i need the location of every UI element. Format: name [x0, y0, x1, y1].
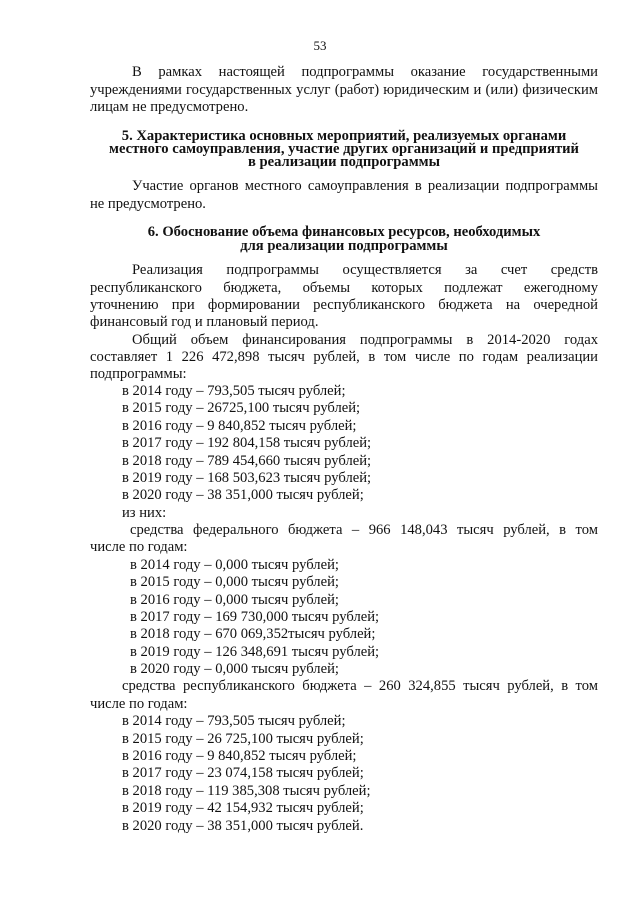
federal-year-line: в 2020 году – 0,000 тысяч рублей;: [130, 661, 339, 677]
total-year-line: в 2018 году – 789 454,660 тысяч рублей;: [122, 453, 372, 469]
republic-year-line: в 2015 году – 26 725,100 тысяч рублей;: [122, 731, 364, 747]
federal-year-line: в 2018 году – 670 069,352тысяч рублей;: [130, 626, 376, 642]
section6-p1-line-2: республиканского бюджета, объемы которых подлежат ежегодному: [90, 280, 598, 296]
total-year-line: в 2016 году – 9 840,852 тысяч рублей;: [122, 418, 357, 434]
section6-title-line-1: 6. Обоснование объема финансовых ресурсов, необходимых: [147, 224, 541, 240]
section6-p2-line-1: Общий объем финансирования подпрограммы в 2014-2020 годах: [132, 332, 598, 348]
intro-line-3: лицам не предусмотрено.: [90, 99, 249, 115]
republic-line-2: числе по годам:: [90, 696, 188, 712]
federal-line-2: числе по годам:: [90, 539, 188, 555]
total-year-line: в 2020 году – 38 351,000 тысяч рублей;: [122, 487, 364, 503]
section5-title-line-1: 5. Характеристика основных мероприятий, реализуемых органами: [121, 128, 567, 144]
total-year-line: в 2014 году – 793,505 тысяч рублей;: [122, 383, 346, 399]
intro-line-2: учреждениями государственных услуг (работ) юридическим и (или) физическим: [90, 82, 598, 98]
section5-text-line-1: Участие органов местного самоуправления в реализации подпрограммы: [132, 178, 598, 194]
total-year-line: в 2015 году – 26725,100 тысяч рублей;: [122, 400, 361, 416]
section6-p2-line-3: подпрограммы:: [90, 366, 187, 382]
republic-year-line: в 2017 году – 23 074,158 тысяч рублей;: [122, 765, 364, 781]
federal-year-line: в 2017 году – 169 730,000 тысяч рублей;: [130, 609, 380, 625]
section5-title-line-3: в реализации подпрограммы: [248, 154, 440, 170]
federal-line-1: средства федерального бюджета – 966 148,043 тысяч рублей, в том: [130, 522, 598, 538]
federal-year-line: в 2014 году – 0,000 тысяч рублей;: [130, 557, 339, 573]
federal-year-line: в 2016 году – 0,000 тысяч рублей;: [130, 592, 339, 608]
federal-year-line: в 2019 году – 126 348,691 тысяч рублей;: [130, 644, 380, 660]
section6-p1-line-1: Реализация подпрограммы осуществляется за счет средств: [132, 262, 598, 278]
section6-title-line-2: для реализации подпрограммы: [240, 238, 448, 254]
republic-year-line: в 2014 году – 793,505 тысяч рублей;: [122, 713, 346, 729]
page-number: 53: [313, 38, 327, 53]
republic-line-1: средства республиканского бюджета – 260 324,855 тысяч рублей, в том: [122, 678, 598, 694]
section5-text-line-2: не предусмотрено.: [90, 196, 206, 212]
of-them-label: из них:: [122, 505, 167, 521]
intro-line-1: В рамках настоящей подпрограммы оказание государственными: [132, 64, 598, 80]
republic-year-line: в 2018 году – 119 385,308 тысяч рублей;: [122, 783, 371, 799]
section5-title-line-2: местного самоуправления, участие других организаций и предприятий: [109, 141, 579, 157]
total-year-line: в 2017 году – 192 804,158 тысяч рублей;: [122, 435, 372, 451]
republic-year-line: в 2020 году – 38 351,000 тысяч рублей.: [122, 818, 364, 834]
republic-year-line: в 2019 году – 42 154,932 тысяч рублей;: [122, 800, 364, 816]
total-year-line: в 2019 году – 168 503,623 тысяч рублей;: [122, 470, 372, 486]
section6-p2-line-2: составляет 1 226 472,898 тысяч рублей, в том числе по годам реализации: [90, 349, 598, 365]
federal-year-line: в 2015 году – 0,000 тысяч рублей;: [130, 574, 339, 590]
republic-year-line: в 2016 году – 9 840,852 тысяч рублей;: [122, 748, 357, 764]
section6-p1-line-3: уточнению при формировании республиканского бюджета на очередной: [90, 297, 598, 313]
section6-p1-line-4: финансовый год и плановый период.: [90, 314, 319, 330]
